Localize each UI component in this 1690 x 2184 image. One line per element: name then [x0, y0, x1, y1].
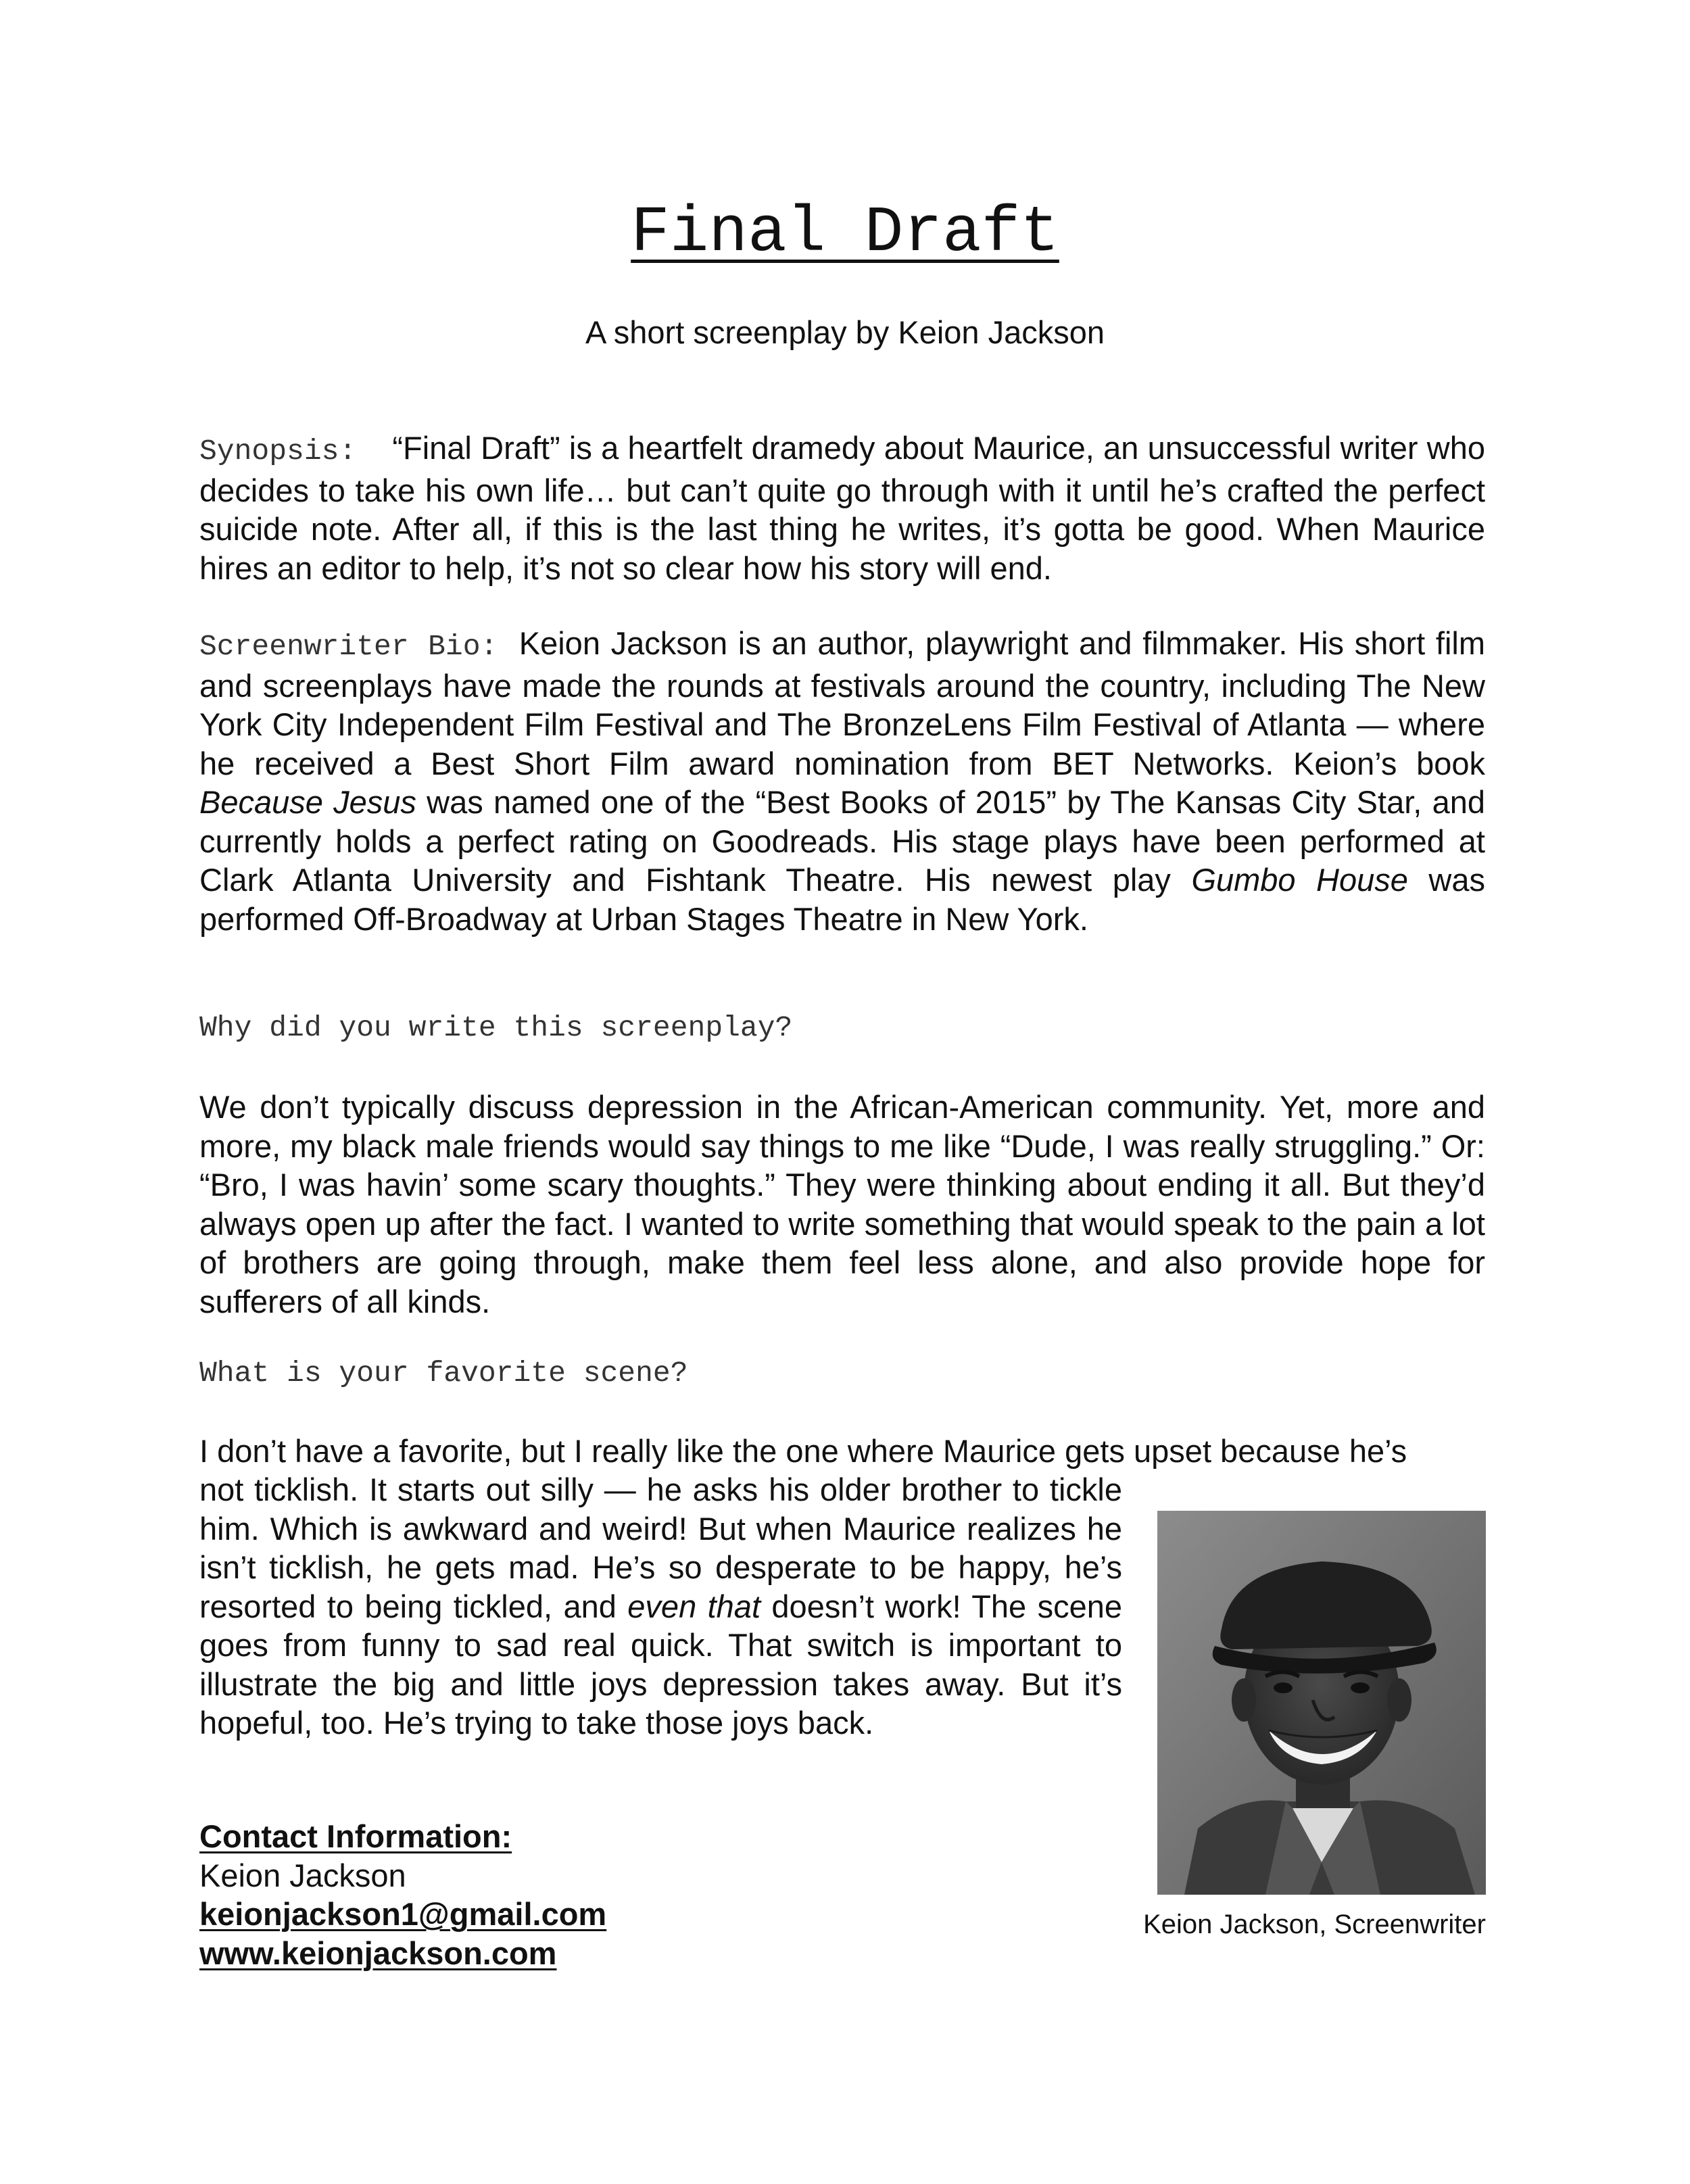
contact-email-link[interactable]: keionjackson1@gmail.com	[199, 1896, 607, 1932]
photo-caption: Keion Jackson, Screenwriter	[1143, 1910, 1486, 1939]
synopsis-text: “Final Draft” is a heartfelt dramedy about Maurice, an unsuccessful writer who decides to take his own life… but can’t quite go through with it until he’s crafted the perfect suicide note. After all, if this is the last thing he writes, it’s gotta be good. When Maurice hires an editor to help, it’s not so clear how his story will end.	[199, 430, 1486, 586]
why-question: Why did you write this screenplay?	[199, 1011, 793, 1044]
contact-name: Keion Jackson	[199, 1857, 406, 1893]
bio-text-part2: was named one of the “Best Books of 2015” by The Kansas City Star, and currently holds a perfect rating on Goodreads. His stage plays have been performed at Clark Atlanta University and Fishtank Theatre. His newest play	[199, 784, 1485, 898]
contact-heading: Contact Information:	[199, 1818, 512, 1854]
bio-label: Screenwriter Bio:	[199, 630, 498, 663]
favorite-text-part2: doesn’t work! The scene goes from funny to sad real quick. That switch is important to illustrate the big and little joys depression takes away. But it’s hopeful, too. He’s trying to take those joys back.	[199, 1588, 1123, 1741]
document-subtitle: A short screenplay by Keion Jackson	[585, 314, 1105, 350]
why-answer: We don’t typically discuss depression in the African-American community. Yet, more and more, my black male friends would say things to me like “Dude, I was really struggling.” Or: “Bro, I was havin’ some scary thoughts.” They were thinking about ending it all. But they’d always open up after the fact. I wanted to write something that would speak to the pain a lot of brothers are going through, make them feel less alone, and also provide hope for sufferers of all kinds.	[199, 1089, 1485, 1319]
screenwriter-photo	[1157, 1511, 1486, 1895]
favorite-emphasis: even that	[627, 1588, 761, 1624]
synopsis-label: Synopsis:	[199, 435, 357, 468]
favorite-question: What is your favorite scene?	[199, 1357, 688, 1390]
bio-paragraph	[199, 624, 1485, 938]
favorite-answer-wrapped	[199, 1470, 1122, 1743]
bio-text-part3: was performed Off-Broadway at Urban Stages Theatre in New York.	[199, 862, 1485, 937]
synopsis-paragraph	[199, 429, 1485, 587]
bio-text-part1: Keion Jackson is an author, playwright and filmmaker. His short film and screenplays have made the rounds at festivals around the country, including The New York City Independent Film Festival and The BronzeLens Film Festival of Atlanta — where he received a Best Short Film award nomination from BET Networks. Keion’s book	[199, 625, 1485, 781]
portrait-illustration	[1157, 1511, 1486, 1895]
favorite-text-part1: not ticklish. It starts out silly — he asks his older brother to tickle him. Which is awkward and weird! But when Maurice realizes he isn’t ticklish, he gets mad. He’s so desperate to be happy, he’s resorted to being tickled, and	[199, 1472, 1122, 1624]
book-title: Because Jesus	[199, 784, 416, 820]
contact-website-link[interactable]: www.keionjackson.com	[199, 1935, 557, 1971]
favorite-answer-first-line: I don’t have a favorite, but I really like the one where Maurice gets upset because he’s	[199, 1433, 1407, 1469]
document-title: Final Draft	[631, 196, 1059, 270]
play-title: Gumbo House	[1191, 862, 1408, 898]
contact-block	[199, 1817, 606, 1972]
